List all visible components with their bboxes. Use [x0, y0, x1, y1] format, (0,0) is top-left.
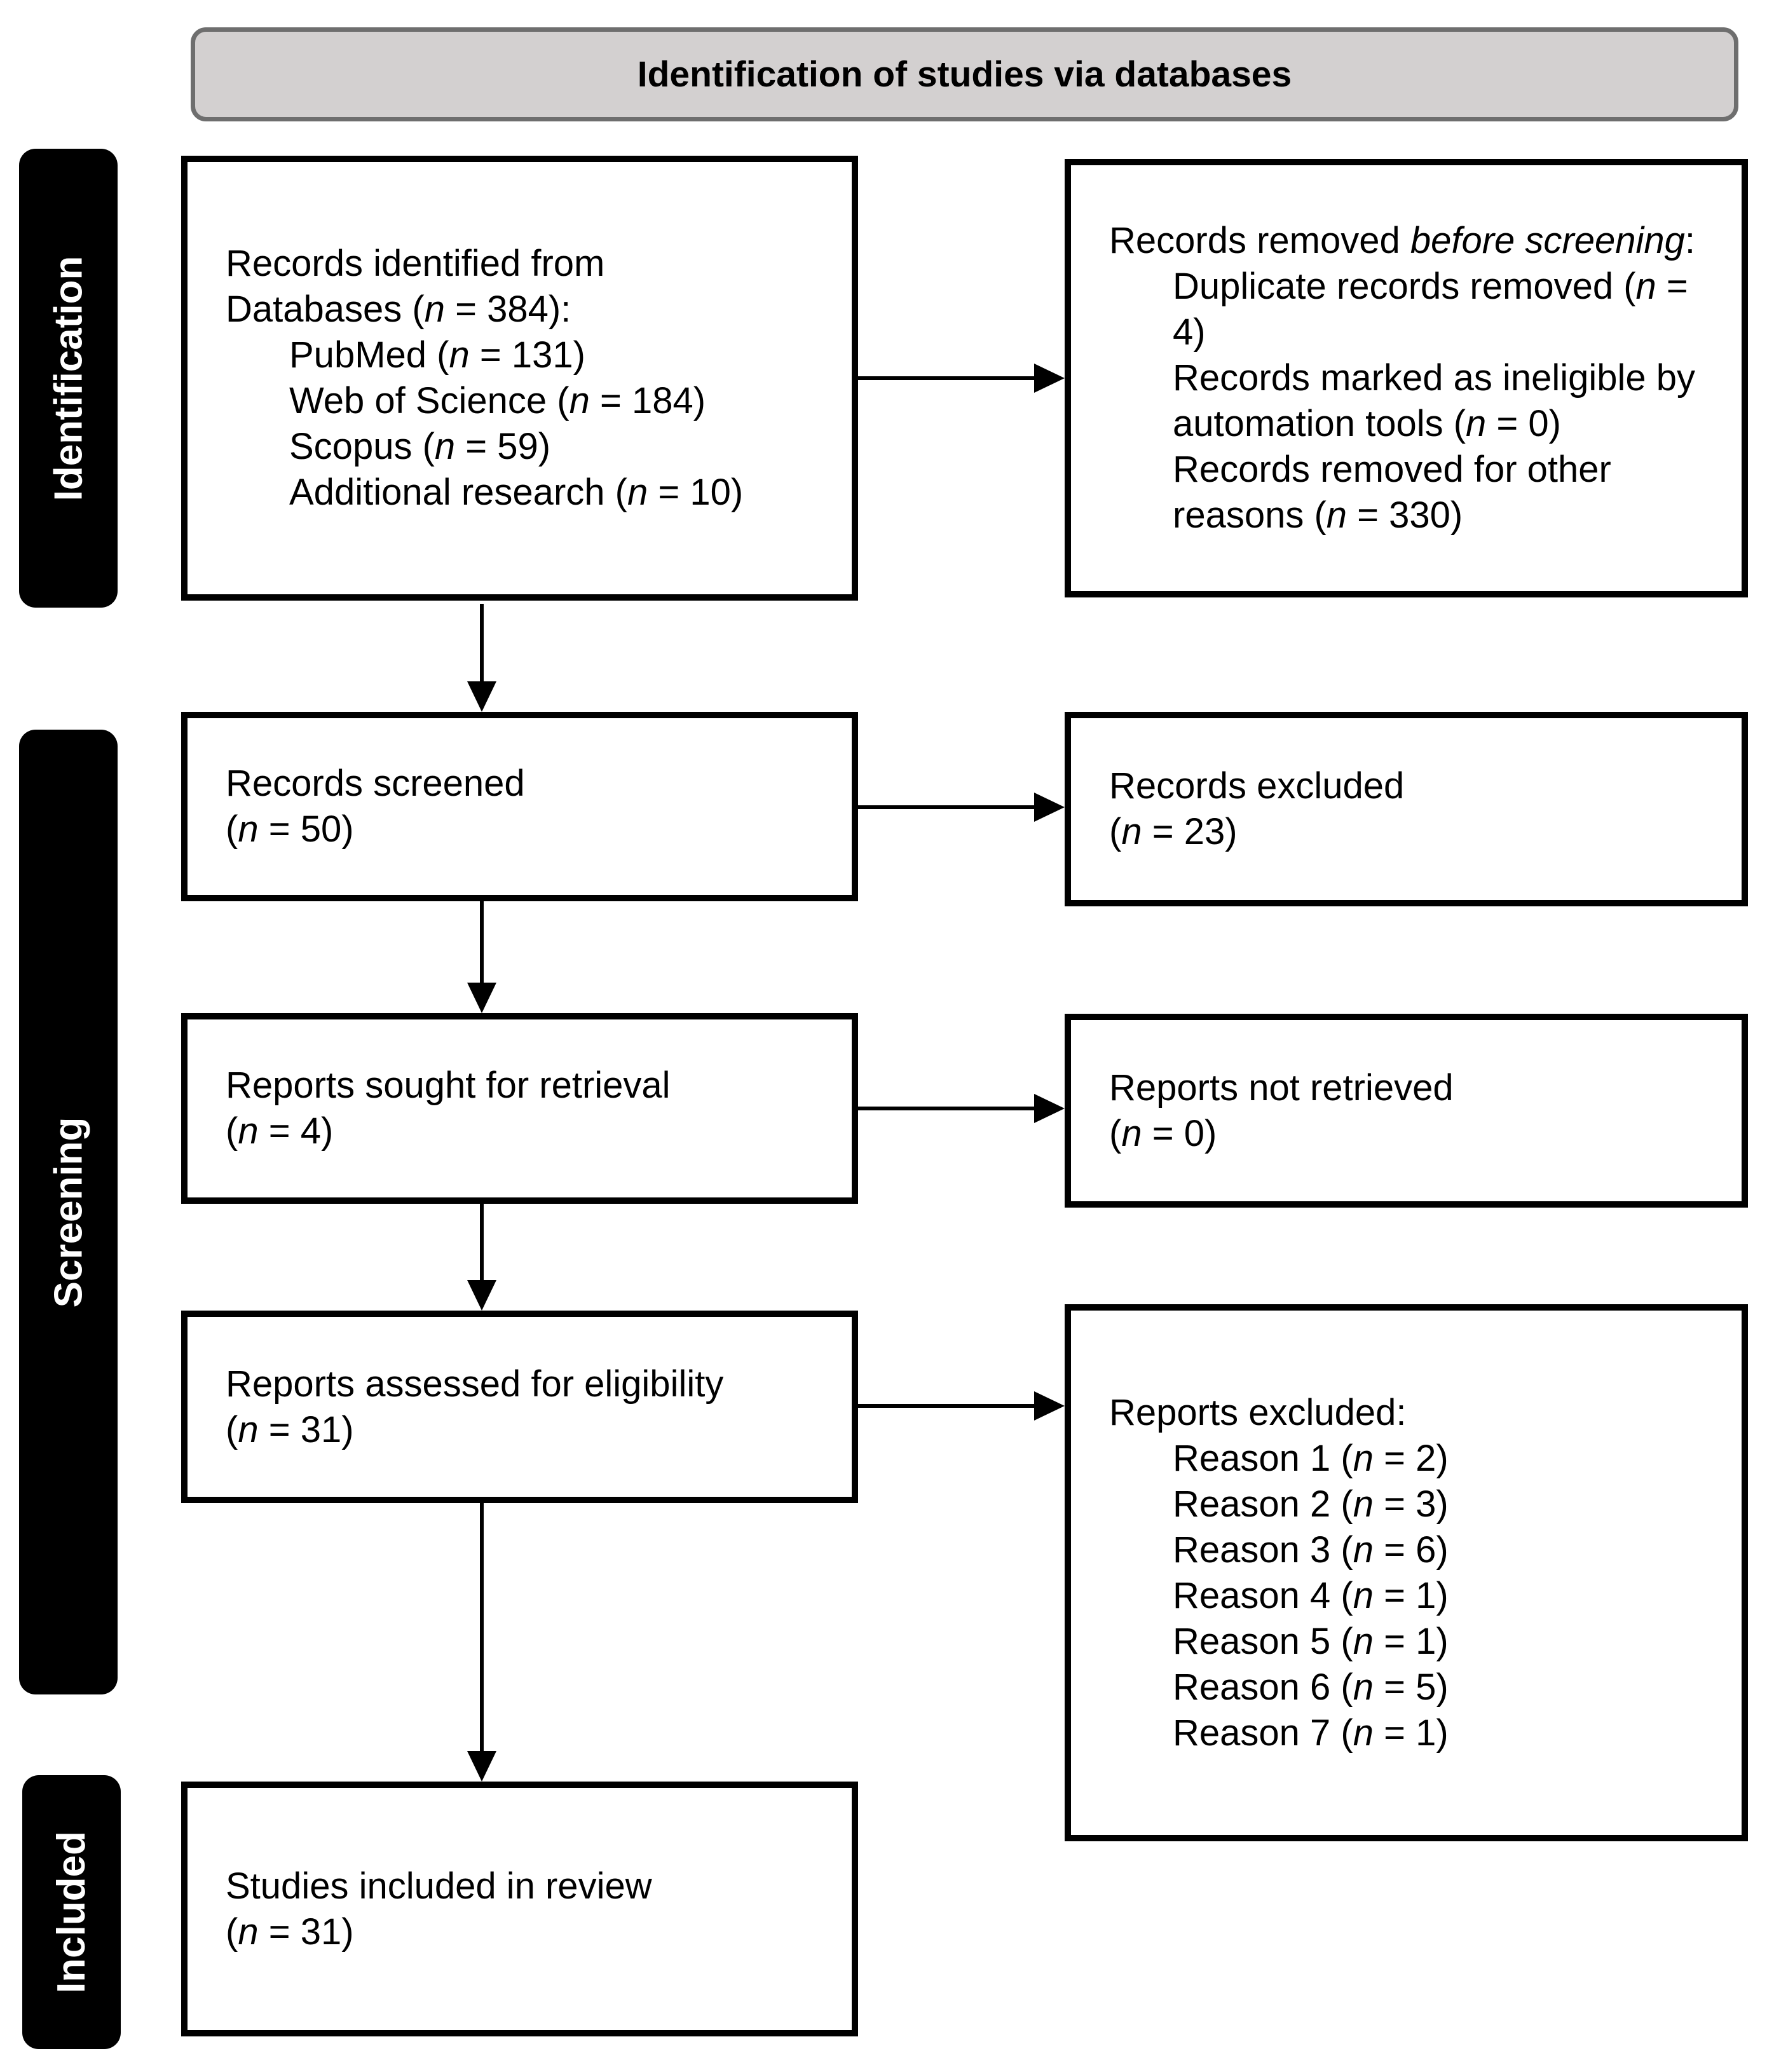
box-records-screened [181, 712, 858, 901]
box-records-removed [1065, 159, 1748, 597]
box-records-identified [181, 156, 858, 601]
box-text-line: Reports sought for retrieval [226, 1065, 671, 1106]
box-text-line: Databases (n = 384): [226, 289, 571, 330]
arrow-right-icon [1034, 364, 1065, 393]
box-reports-excluded [1065, 1304, 1748, 1841]
stage-label-screening [19, 730, 118, 1694]
box-studies-included [181, 1782, 858, 2036]
arrow-right-icon [1034, 793, 1065, 822]
arrow-right-icon [1034, 1391, 1065, 1421]
stage-label-included-text: Included [50, 1831, 93, 1993]
diagram-title [191, 27, 1738, 121]
box-text-line: Studies included in review [226, 1865, 652, 1907]
arrow-down-icon [467, 983, 496, 1013]
box-text-line: (n = 0) [1109, 1112, 1217, 1154]
box-records-excluded [1065, 712, 1748, 906]
box-text-line: Reports assessed for eligibility [226, 1363, 724, 1405]
box-text-line: Reason 6 (n = 5) [1173, 1666, 1449, 1708]
box-text-line: PubMed (n = 131) [289, 334, 585, 376]
box-text-line: Records screened [226, 763, 525, 804]
box-text-line: Reports not retrieved [1109, 1067, 1454, 1108]
box-text-line: Reason 3 (n = 6) [1173, 1529, 1449, 1571]
box-text-line: Records marked as ineligible by automation tools (n = 0) [1173, 357, 1696, 444]
arrow-shaft [858, 376, 1037, 380]
stage-label-included [22, 1775, 121, 2049]
box-text-line: Additional research (n = 10) [289, 472, 744, 513]
box-text-line: Records identified from [226, 243, 605, 284]
box-reports-not-retrieved [1065, 1014, 1748, 1208]
arrow-shaft [480, 901, 484, 985]
box-text-line: Scopus (n = 59) [289, 426, 551, 467]
box-text-line: Reason 1 (n = 2) [1173, 1437, 1449, 1479]
box-reports-assessed [181, 1311, 858, 1503]
arrow-down-icon [467, 681, 496, 712]
arrow-shaft [480, 1203, 484, 1283]
box-text-line: Reason 5 (n = 1) [1173, 1620, 1449, 1662]
stage-label-identification-text: Identification [46, 256, 90, 501]
box-text-line: Records removed for other reasons (n = 330) [1173, 449, 1611, 536]
arrow-shaft [480, 1503, 484, 1754]
box-text-line: Reason 7 (n = 1) [1173, 1712, 1449, 1754]
stage-label-identification [19, 149, 118, 608]
box-text-line: (n = 4) [226, 1110, 334, 1152]
box-text-line: Duplicate records removed (n = 4) [1173, 266, 1688, 353]
box-text-line: (n = 31) [226, 1911, 354, 1953]
box-text-line: Reports excluded: [1109, 1391, 1407, 1433]
box-text-line: (n = 31) [226, 1408, 354, 1450]
stage-label-screening-text: Screening [46, 1117, 90, 1307]
box-text-line: Records excluded [1109, 765, 1405, 807]
arrow-shaft [480, 604, 484, 684]
box-text-line: Reason 2 (n = 3) [1173, 1483, 1449, 1525]
arrow-down-icon [467, 1751, 496, 1782]
arrow-down-icon [467, 1280, 496, 1311]
box-text-line: Web of Science (n = 184) [289, 380, 706, 421]
box-reports-sought [181, 1013, 858, 1204]
box-text-line: Reason 4 (n = 1) [1173, 1574, 1449, 1616]
box-text-line: (n = 50) [226, 808, 354, 850]
box-text-line: (n = 23) [1109, 811, 1238, 852]
arrow-shaft [858, 1107, 1037, 1110]
arrow-right-icon [1034, 1094, 1065, 1123]
arrow-shaft [858, 805, 1037, 809]
box-text-line: Records removed before screening: [1109, 220, 1696, 261]
diagram-title-text: Identification of studies via databases [637, 54, 1292, 95]
arrow-shaft [858, 1404, 1037, 1408]
